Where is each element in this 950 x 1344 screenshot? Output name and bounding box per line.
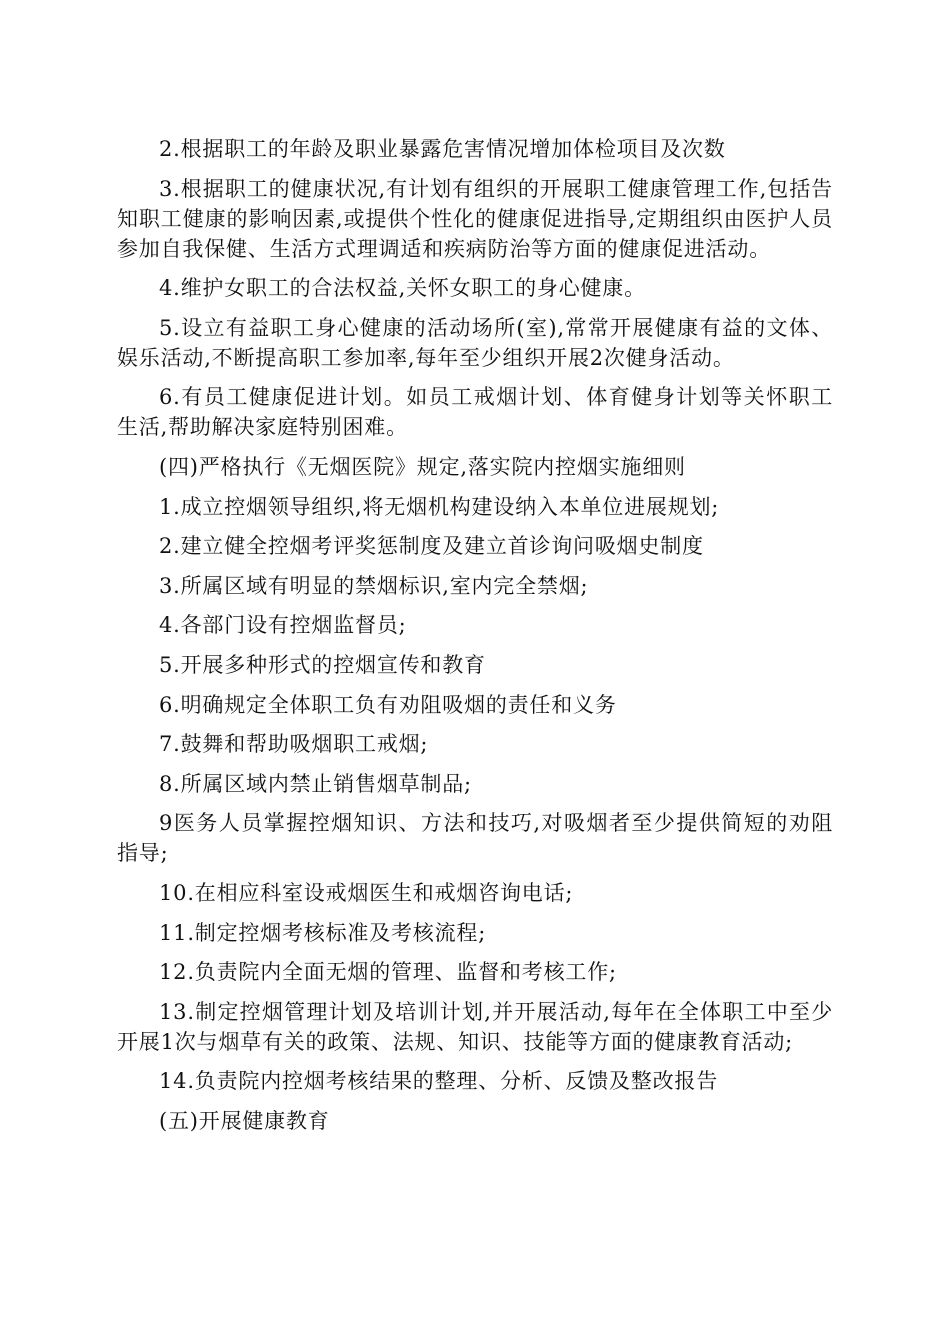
paragraph: 2.根据职工的年龄及职业暴露危害情况增加体检项目及次数 <box>159 137 726 161</box>
paragraph: 13.制定控烟管理计划及培训计划,并开展活动,每年在全体职工中至少开展1次与烟草有关的政策、法规、知识、技能等方面的健康教育活动; <box>117 999 833 1054</box>
paragraph: 9医务人员掌握控烟知识、方法和技巧,对吸烟者至少提供简短的劝阻指导; <box>117 811 833 866</box>
paragraph: 3.所属区域有明显的禁烟标识,室内完全禁烟; <box>159 573 589 598</box>
paragraph: 5.开展多种形式的控烟宣传和教育 <box>159 652 486 677</box>
paragraph: 8.所属区域内禁止销售烟草制品; <box>159 771 472 796</box>
section-heading: (五)开展健康教育 <box>159 1108 330 1133</box>
document-body <box>117 134 833 1145</box>
paragraph: 2.建立健全控烟考评奖惩制度及建立首诊询问吸烟史制度 <box>159 534 704 559</box>
section-heading: (四)严格执行《无烟医院》规定,落实院内控烟实施细则 <box>159 454 686 479</box>
paragraph: 6.有员工健康促进计划。如员工戒烟计划、体育健身计划等关怀职工生活,帮助解决家庭特别困难。 <box>117 385 833 440</box>
paragraph: 6.明确规定全体职工负有劝阻吸烟的责任和义务 <box>159 692 617 717</box>
paragraph: 4.各部门设有控烟监督员; <box>159 613 407 638</box>
paragraph: 4.维护女职工的合法权益,关怀女职工的身心健康。 <box>159 276 646 301</box>
paragraph: 1.成立控烟领导组织,将无烟机构建设纳入本单位进展规划; <box>159 494 720 519</box>
paragraph: 7.鼓舞和帮助吸烟职工戒烟; <box>159 732 429 757</box>
paragraph: 3.根据职工的健康状况,有计划有组织的开展职工健康管理工作,包括告知职工健康的影响因素,或提供个性化的健康促进指导,定期组织由医护人员参加自我保健、生活方式理调适和疾病防治等方面的健康促进活动。 <box>117 176 833 261</box>
paragraph: 10.在相应科室设戒烟医生和戒烟咨询电话; <box>159 880 574 905</box>
paragraph: 12.负责院内全面无烟的管理、监督和考核工作; <box>159 960 617 985</box>
paragraph: 5.设立有益职工身心健康的活动场所(室),常常开展健康有益的文体、娱乐活动,不断提高职工参加率,每年至少组织开展2次健身活动。 <box>117 315 833 370</box>
paragraph: 11.制定控烟考核标准及考核流程; <box>159 920 487 945</box>
paragraph: 14.负责院内控烟考核结果的整理、分析、反馈及整改报告 <box>159 1069 718 1094</box>
